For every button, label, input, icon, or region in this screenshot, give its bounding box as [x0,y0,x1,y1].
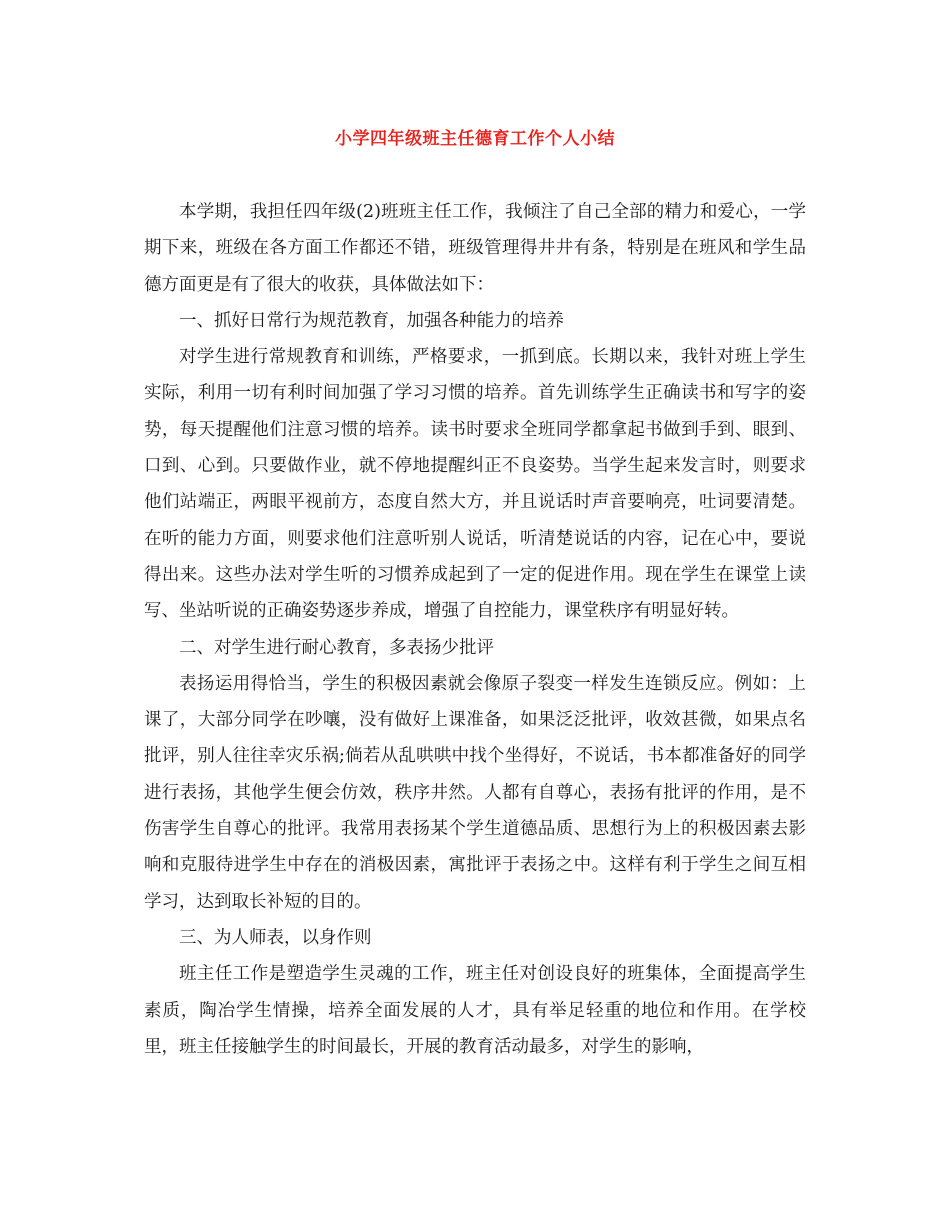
paragraph-section-1: 对学生进行常规教育和训练，严格要求，一抓到底。长期以来，我针对班上学生实际，利用一切有利时间加强了学习习惯的培养。首先训练学生正确读书和写字的姿势，每天提醒他们注意习惯的培养。读书时要求全班同学都拿起书做到手到、眼到、口到、心到。只要做作业，就不停地提醒纠正不良姿势。当学生起来发言时，则要求他们站端正，两眼平视前方，态度自然大方，并且说话时声音要响亮，吐词要清楚。在听的能力方面，则要求他们注意听别人说话，听清楚说话的内容，记在心中，要说得出来。这些办法对学生听的习惯养成起到了一定的促进作用。现在学生在课堂上读写、坐站听说的正确姿势逐步养成，增强了自控能力，课堂秩序有明显好转。 [144,347,806,622]
section-heading-3: 三、为人师表，以身作则 [179,927,372,948]
paragraph-intro: 本学期，我担任四年级(2)班班主任工作，我倾注了自己全部的精力和爱心，一学期下来，班级在各方面工作都还不错，班级管理得井井有条，特别是在班风和学生品德方面更是有了很大的收获，具体做法如下： [144,202,806,295]
section-heading-1: 一、抓好日常行为规范教育，加强各种能力的培养 [179,310,564,331]
paragraph-section-3: 班主任工作是塑造学生灵魂的工作，班主任对创设良好的班集体，全面提高学生素质，陶冶学生情操，培养全面发展的人才，具有举足轻重的地位和作用。在学校里，班主任接触学生的时间最长，开展的教育活动最多，对学生的影响， [144,964,806,1057]
section-heading-2: 二、对学生进行耐心教育，多表扬少批评 [179,637,494,658]
document-title: 小学四年级班主任德育工作个人小结 [335,129,615,149]
paragraph-section-2: 表扬运用得恰当，学生的积极因素就会像原子裂变一样发生连锁反应。例如：上课了，大部分同学在吵嚷，没有做好上课准备，如果泛泛批评，收效甚微，如果点名批评，别人往往幸灾乐祸;倘若从乱哄哄中找个坐得好，不说话，书本都准备好的同学进行表扬，其他学生便会仿效，秩序井然。人都有自尊心，表扬有批评的作用，是不伤害学生自尊心的批评。我常用表扬某个学生道德品质、思想行为上的积极因素去影响和克服待进学生中存在的消极因素，寓批评于表扬之中。这样有利于学生之间互相学习，达到取长补短的目的。 [144,673,806,912]
document-body [144,194,806,1065]
